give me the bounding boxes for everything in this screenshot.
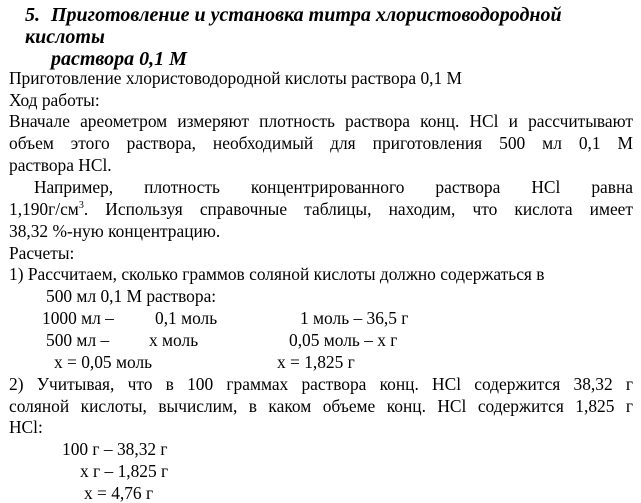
step2-line1: 2) Учитывая, что в 100 граммах раствора конц. HCl содержится 38,32 г: [9, 374, 633, 394]
calc-row3-a: х = 0,05 моль: [54, 352, 153, 372]
heading-line-1: Приготовление и установка титра хлористоводородной кислоты: [25, 4, 562, 48]
para1-line1: Вначале ареометром измеряют плотность раствора конц. HCl и рассчитывают: [9, 111, 633, 131]
calc-row1-b: 0,1 моль: [155, 308, 218, 328]
step2-line2: соляной кислоты, вычислим, в каком объеме конц. HCl содержится 1,825 г: [9, 396, 633, 416]
calc-row2-b: х моль: [149, 330, 199, 350]
para2-line3: 38,32 %-ную концентрацию.: [9, 221, 221, 241]
heading-line-2: раствора 0,1 М: [51, 48, 187, 70]
step1-line1: 1) Рассчитаем, сколько граммов соляной кислоты должно содержаться в: [9, 264, 545, 284]
calc2-row2: х г – 1,825 г: [80, 461, 169, 481]
para2-line2-rest: . Используя справочные таблицы, находим, что кислота имеет: [83, 199, 633, 219]
para2-line2: [9, 199, 633, 219]
subtitle: Приготовление хлористоводородной кислоты раствора 0,1 М: [9, 68, 463, 88]
para1-line2: объем этого раствора, необходимый для приготовления 500 мл 0,1 М: [9, 133, 633, 153]
density-value: 1,190г/см: [9, 199, 79, 219]
calc-row2-a: 500 мл –: [46, 330, 110, 350]
calc2-row3: х = 4,76 г: [84, 483, 154, 503]
para2-line1: Например, плотность концентрированного раствора HCl равна: [34, 177, 633, 197]
calc-label: Расчеты:: [9, 243, 75, 263]
procedure-label: Ход работы:: [9, 90, 100, 110]
calc-row1-c: 1 моль – 36,5 г: [300, 308, 409, 328]
calc2-row1: 100 г – 38,32 г: [62, 439, 168, 459]
step1-line2: 500 мл 0,1 М раствора:: [46, 286, 217, 306]
section-number: 5.: [25, 4, 40, 26]
calc-row2-c: 0,05 моль – х г: [289, 330, 398, 350]
calc-row1-a: 1000 мл –: [42, 308, 114, 328]
calc-row3-c: х = 1,825 г: [277, 352, 355, 372]
para1-line3: раствора HCl.: [9, 155, 112, 175]
cube-superscript: 3: [78, 200, 84, 212]
section-heading: [25, 4, 625, 70]
step2-line3: HCl:: [9, 417, 43, 437]
